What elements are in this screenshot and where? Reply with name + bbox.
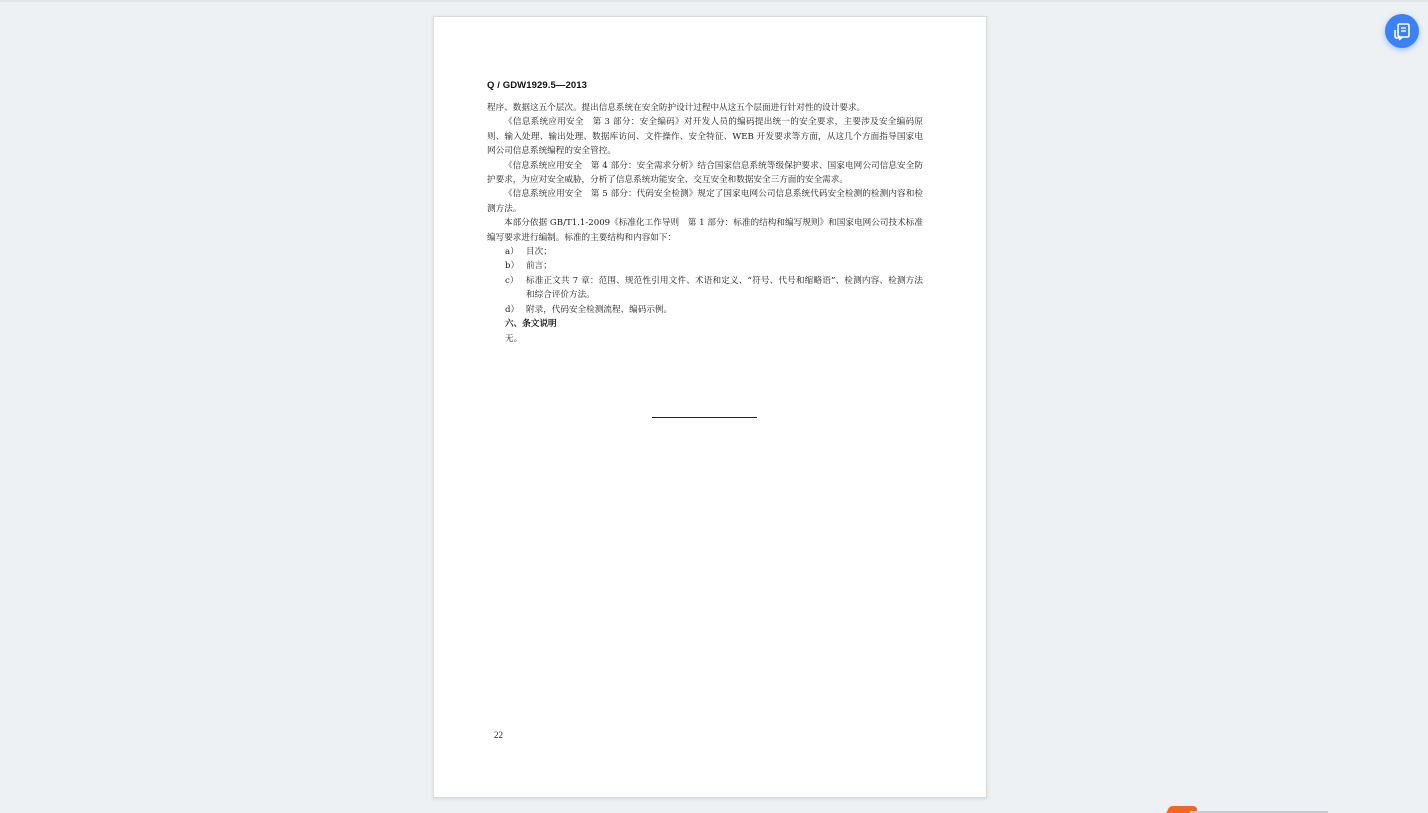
page-number: 22 — [494, 730, 503, 740]
list-marker: c） — [505, 275, 519, 286]
list-text: 前言； — [526, 261, 552, 272]
list-item — [487, 245, 923, 259]
page-body — [487, 101, 923, 346]
section-body: 无。 — [505, 333, 523, 344]
paragraph-part-5: 《信息系统应用安全 第 5 部分：代码安全检测》规定了国家电网公司信息系统代码安全检测的检测内容和检测方法。 — [487, 189, 923, 214]
top-divider — [0, 0, 1428, 2]
paragraph-basis: 本部分依据 GB/T1.1-2009《标准化工作导则 第 1 部分：标准的结构和编写规则》和国家电网公司技术标准编写要求进行编制。标准的主要结构和内容如下： — [487, 218, 923, 243]
list-marker: b） — [505, 261, 520, 272]
list-text: 目次； — [526, 247, 552, 258]
list-text: 附录，代码安全检测流程、编码示例。 — [526, 304, 673, 315]
pdf-convert-icon — [1392, 21, 1412, 41]
list-text: 标准正文共 7 章：范围、规范性引用文件、术语和定义、“符号、代号和缩略语”、检测内容、检测方法和综合评价方法。 — [526, 275, 923, 301]
pdf-convert-button[interactable] — [1385, 14, 1419, 48]
paragraph-part-4: 《信息系统应用安全 第 4 部分：安全需求分析》结合国家信息系统等级保护要求、国家电网公司信息安全防护要求，为应对安全威胁，分析了信息系统功能安全、交互安全和数据安全三方面的安全需求。 — [487, 160, 923, 186]
paragraph-continuation: 程序、数据这五个层次。提出信息系统在安全防护设计过程中从这五个层面进行针对性的设计要求。 — [487, 103, 866, 113]
standard-code-header: Q / GDW1929.5—2013 — [487, 80, 588, 91]
list-item — [487, 259, 923, 273]
end-of-document-rule — [652, 417, 757, 418]
section-heading: 六、条文说明 — [505, 319, 557, 330]
list-marker: a） — [505, 247, 519, 258]
list-item — [487, 303, 923, 317]
document-page — [433, 16, 987, 798]
paragraph-part-3: 《信息系统应用安全 第 3 部分：安全编码》对开发人员的编码提出统一的安全要求，主要涉及安全编码原则、输入处理、输出处理、数据库访问、文件操作、安全特征、WEB 开发要求等方面，从这几个方面指导国家电网公司信息系统编程的安全管控。 — [487, 117, 923, 157]
list-item — [487, 274, 923, 303]
list-marker: d） — [505, 304, 520, 315]
